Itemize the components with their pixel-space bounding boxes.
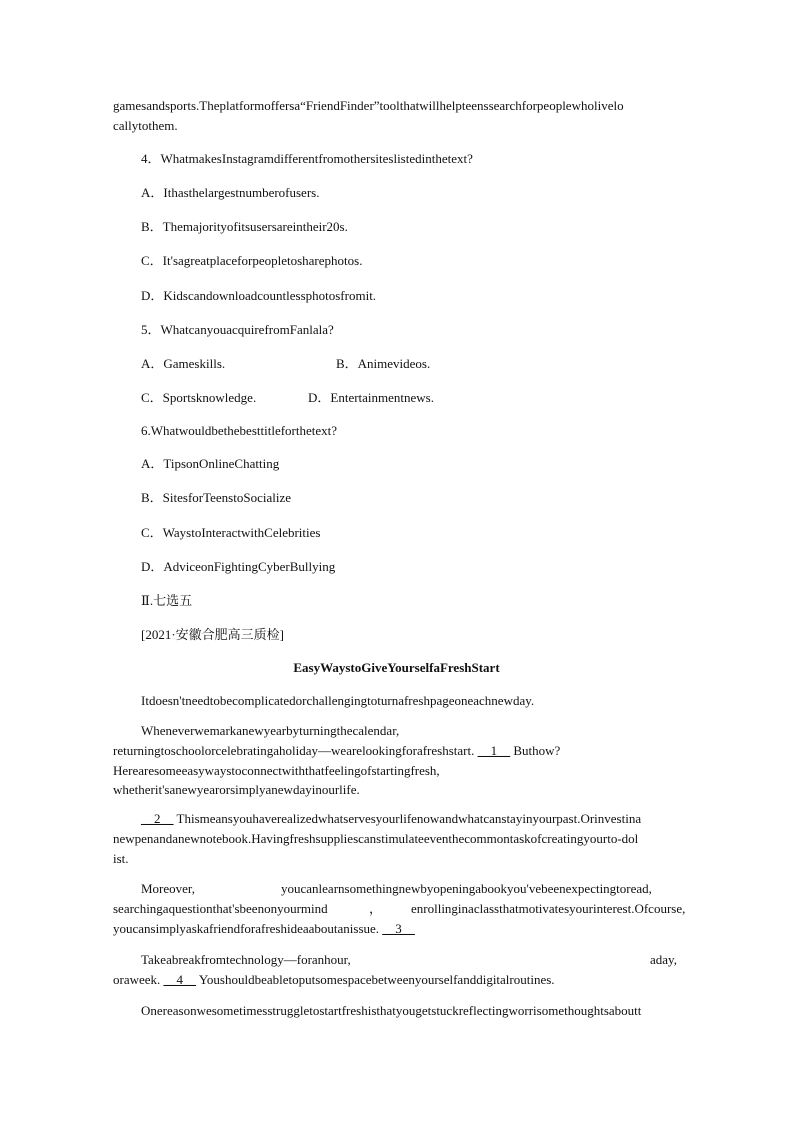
paragraph-line: ist.: [113, 851, 129, 866]
blank-2: __2__: [141, 811, 174, 826]
blank-4: __4__: [163, 972, 197, 987]
answer-option: B．Animevideos.: [336, 356, 431, 371]
answer-option: A．TipsonOnlineChatting: [141, 456, 280, 471]
text-segment: Thismeansyouhaverealizedwhatservesyourlifenowandwhatcanstayinyourpast.Orinvestina: [176, 811, 642, 826]
answer-option: D．AdviceonFightingCyberBullying: [141, 559, 336, 574]
text-segment: returningtoschoolorcelebratingaholiday—wearelookingforafreshstart.: [113, 743, 475, 758]
paragraph-line: [113, 971, 555, 989]
passage-title: EasyWaystoGiveYourselfaFreshStart: [293, 660, 500, 675]
text-segment: oraweek.: [113, 972, 161, 987]
answer-option: C．It'sagreatplaceforpeopletosharephotos.: [141, 253, 363, 268]
paragraph-line: gamesandsports.Theplatformoffersa“FriendFinder”toolthatwillhelpteenssearchforpeoplewholivelo: [113, 98, 624, 113]
answer-option: C．WaystoInteractwithCelebrities: [141, 525, 321, 540]
question-stem: 5．WhatcanyouacquirefromFanlala?: [141, 322, 334, 337]
paragraph-line: Takeabreakfromtechnology—foranhour,: [141, 952, 351, 967]
paragraph-line: aday,: [650, 952, 677, 967]
blank-1: __1__: [477, 743, 511, 758]
answer-option: D．Kidscandownloadcountlessphotosfromit.: [141, 288, 377, 303]
answer-option: D．Entertainmentnews.: [308, 390, 434, 405]
paragraph-line: enrollinginaclassthatmotivatesyourinterest.Ofcourse,: [411, 901, 686, 916]
paragraph-line: Moreover,: [141, 881, 195, 896]
text-segment: youcansimplyaskafriendforafreshideaaboutanissue.: [113, 921, 380, 936]
answer-option: B．SitesforTeenstoSocialize: [141, 490, 292, 505]
question-stem: 6.Whatwouldbethebesttitleforthetext?: [141, 423, 338, 438]
paragraph-line: [113, 920, 415, 938]
paragraph-line: searchingaquestionthat'sbeenonyourmind: [113, 901, 328, 916]
answer-option: B．Themajorityofitsusersareintheir20s.: [141, 219, 348, 234]
paragraph-line: Herearesomeeasywaystoconnectwiththatfeelingofstartingfresh,: [113, 763, 440, 778]
paragraph-line: Wheneverwemarkanewyearbyturningthecalendar,: [141, 723, 400, 738]
paragraph-line: [141, 810, 641, 828]
paragraph-line: Onereasonwesometimesstruggletostartfreshisthatyougetstuckreflectingworrisomethoughtsaboutt: [141, 1003, 642, 1018]
answer-option: A．Gameskills.: [141, 356, 226, 371]
blank-3: __3__: [382, 921, 415, 936]
paragraph-line: newpenandanewnotebook.Havingfreshsuppliescanstimulateeventhecommontaskofcreatingyourto-dol: [113, 831, 639, 846]
passage-paragraph: Itdoesn'tneedtobecomplicatedorchallengingtoturnafreshpageoneachnewday.: [141, 693, 535, 708]
paragraph-line: whetherit'sanewyearorsimplyanewdayinourlife.: [113, 782, 360, 797]
answer-option: C．Sportsknowledge.: [141, 390, 257, 405]
section-heading: Ⅱ.七选五: [141, 593, 193, 608]
paragraph-line: [113, 742, 560, 760]
source-tag: [2021·安徽合肥高三质检]: [141, 627, 284, 642]
answer-option: A．Ithasthelargestnumberofusers.: [141, 185, 320, 200]
text-segment: Youshouldbeabletoputsomespacebetweenyourselfanddigitalroutines.: [198, 972, 555, 987]
paragraph-line: callytothem.: [113, 118, 178, 133]
punctuation: ，: [369, 901, 383, 916]
text-segment: Buthow?: [513, 743, 561, 758]
paragraph-line: youcanlearnsomethingnewbyopeningabookyou'vebeenexpectingtoread,: [281, 881, 652, 896]
question-stem: 4．WhatmakesInstagramdifferentfromothersiteslistedinthetext?: [141, 151, 473, 166]
